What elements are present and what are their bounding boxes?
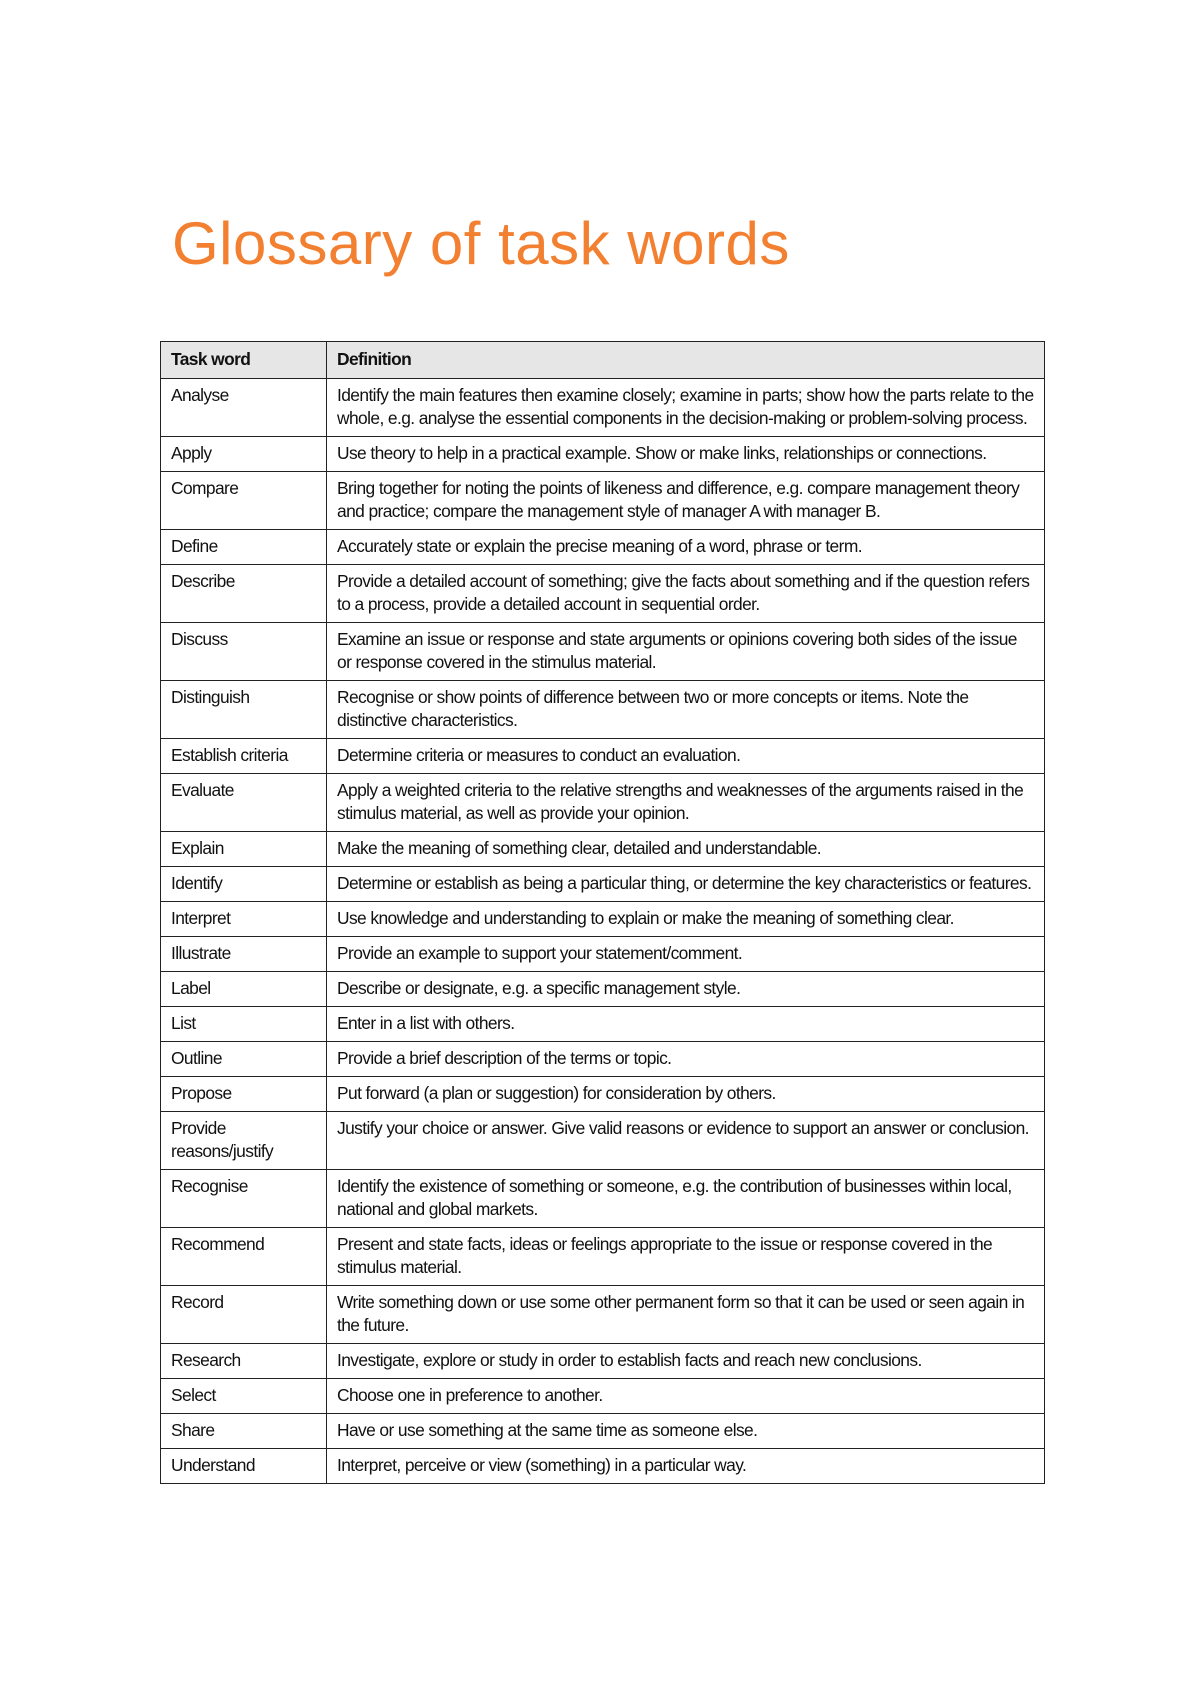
definition-cell: Investigate, explore or study in order to establish facts and reach new conclusions. (327, 1344, 1045, 1379)
glossary-table (160, 341, 1045, 1484)
task-word-cell: Distinguish (161, 681, 327, 739)
task-word-cell: Define (161, 530, 327, 565)
table-row (161, 379, 1045, 437)
task-word-cell: Provide reasons/justify (161, 1112, 327, 1170)
table-row (161, 902, 1045, 937)
table-row (161, 867, 1045, 902)
table-row (161, 530, 1045, 565)
definition-cell: Identify the main features then examine closely; examine in parts; show how the parts relate to the whole, e.g. analyse the essential components in the decision-making or problem-solving process. (327, 379, 1045, 437)
task-word-cell: Record (161, 1286, 327, 1344)
definition-cell: Justify your choice or answer. Give valid reasons or evidence to support an answer or conclusion. (327, 1112, 1045, 1170)
table-row (161, 1170, 1045, 1228)
glossary-table-body (161, 379, 1045, 1484)
task-word-cell: Describe (161, 565, 327, 623)
table-row (161, 937, 1045, 972)
definition-cell: Recognise or show points of difference between two or more concepts or items. Note the distinctive characteristics. (327, 681, 1045, 739)
task-word-cell: Select (161, 1379, 327, 1414)
task-word-cell: Recommend (161, 1228, 327, 1286)
definition-cell: Choose one in preference to another. (327, 1379, 1045, 1414)
task-word-cell: Evaluate (161, 774, 327, 832)
task-word-cell: Recognise (161, 1170, 327, 1228)
definition-cell: Determine criteria or measures to conduct an evaluation. (327, 739, 1045, 774)
definition-cell: Interpret, perceive or view (something) in a particular way. (327, 1449, 1045, 1484)
definition-cell: Have or use something at the same time as someone else. (327, 1414, 1045, 1449)
definition-cell: Describe or designate, e.g. a specific management style. (327, 972, 1045, 1007)
table-row (161, 972, 1045, 1007)
definition-cell: Present and state facts, ideas or feelings appropriate to the issue or response covered in the stimulus material. (327, 1228, 1045, 1286)
task-word-cell: Compare (161, 472, 327, 530)
task-word-cell: Research (161, 1344, 327, 1379)
table-row (161, 1286, 1045, 1344)
definition-cell: Enter in a list with others. (327, 1007, 1045, 1042)
task-word-cell: Label (161, 972, 327, 1007)
definition-cell: Bring together for noting the points of likeness and difference, e.g. compare management theory and practice; compare the management style of manager A with manager B. (327, 472, 1045, 530)
table-row (161, 1379, 1045, 1414)
table-row (161, 1344, 1045, 1379)
table-row (161, 623, 1045, 681)
task-word-cell: Outline (161, 1042, 327, 1077)
task-word-cell: Identify (161, 867, 327, 902)
table-row (161, 739, 1045, 774)
definition-cell: Provide a detailed account of something; give the facts about something and if the question refers to a process, provide a detailed account in sequential order. (327, 565, 1045, 623)
table-row (161, 1042, 1045, 1077)
definition-cell: Identify the existence of something or someone, e.g. the contribution of businesses within local, national and global markets. (327, 1170, 1045, 1228)
task-word-cell: List (161, 1007, 327, 1042)
page-title: Glossary of task words (172, 210, 790, 277)
definition-cell: Determine or establish as being a particular thing, or determine the key characteristics or features. (327, 867, 1045, 902)
task-word-cell: Understand (161, 1449, 327, 1484)
definition-cell: Use theory to help in a practical example. Show or make links, relationships or connections. (327, 437, 1045, 472)
definition-cell: Apply a weighted criteria to the relative strengths and weaknesses of the arguments raised in the stimulus material, as well as provide your opinion. (327, 774, 1045, 832)
task-word-cell: Establish criteria (161, 739, 327, 774)
definition-cell: Make the meaning of something clear, detailed and understandable. (327, 832, 1045, 867)
table-row (161, 472, 1045, 530)
task-word-cell: Share (161, 1414, 327, 1449)
task-word-cell: Interpret (161, 902, 327, 937)
table-row (161, 1449, 1045, 1484)
definition-cell: Examine an issue or response and state arguments or opinions covering both sides of the issue or response covered in the stimulus material. (327, 623, 1045, 681)
table-row (161, 1414, 1045, 1449)
definition-cell: Provide a brief description of the terms or topic. (327, 1042, 1045, 1077)
definition-cell: Provide an example to support your statement/comment. (327, 937, 1045, 972)
definition-cell: Use knowledge and understanding to explain or make the meaning of something clear. (327, 902, 1045, 937)
task-word-cell: Illustrate (161, 937, 327, 972)
table-row (161, 1007, 1045, 1042)
table-row (161, 1228, 1045, 1286)
table-row (161, 1077, 1045, 1112)
table-row (161, 565, 1045, 623)
table-row (161, 437, 1045, 472)
table-row (161, 1112, 1045, 1170)
column-header-definition: Definition (327, 342, 1045, 379)
table-row (161, 832, 1045, 867)
definition-cell: Write something down or use some other permanent form so that it can be used or seen again in the future. (327, 1286, 1045, 1344)
table-header-row (161, 342, 1045, 379)
definition-cell: Put forward (a plan or suggestion) for consideration by others. (327, 1077, 1045, 1112)
definition-cell: Accurately state or explain the precise meaning of a word, phrase or term. (327, 530, 1045, 565)
column-header-task-word: Task word (161, 342, 327, 379)
table-row (161, 681, 1045, 739)
table-row (161, 774, 1045, 832)
task-word-cell: Analyse (161, 379, 327, 437)
task-word-cell: Propose (161, 1077, 327, 1112)
task-word-cell: Explain (161, 832, 327, 867)
task-word-cell: Apply (161, 437, 327, 472)
task-word-cell: Discuss (161, 623, 327, 681)
